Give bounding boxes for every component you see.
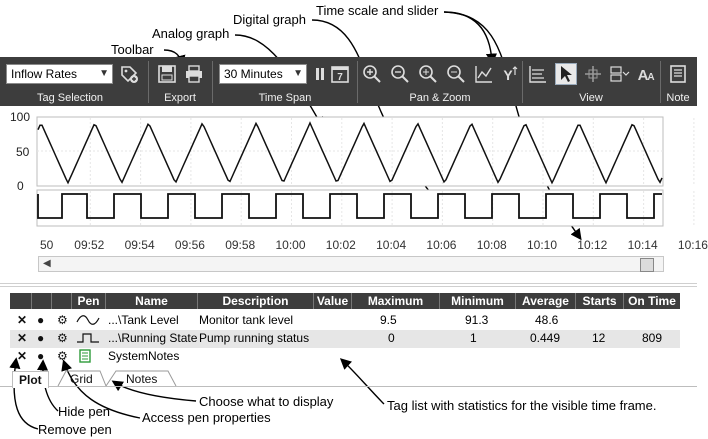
row-maximum: 9.5	[380, 313, 397, 327]
remove-pen-icon[interactable]: ✕	[17, 313, 28, 327]
analog-graph	[37, 117, 694, 186]
tab-notes[interactable]: Notes	[126, 372, 158, 386]
callout-digital-graph: Digital graph	[233, 12, 306, 27]
row-minimum: 91.3	[465, 313, 489, 327]
y-tick-label: 50	[16, 145, 30, 159]
digital-pen-icon	[76, 332, 100, 344]
tab-plot[interactable]: Plot	[12, 371, 49, 388]
export-label: Export	[164, 92, 196, 104]
analog-pen-icon	[76, 314, 100, 326]
time-span-label: Time Span	[258, 92, 312, 104]
chevron-down-icon: ▼	[293, 68, 303, 79]
tab-outlines	[0, 368, 200, 388]
row-name: SystemNotes	[108, 349, 180, 363]
header-average[interactable]: Average	[516, 293, 576, 309]
callout-tag-list: Tag list with statistics for the visible time frame.	[387, 398, 657, 413]
time-span-value: 30 Minutes	[224, 67, 283, 81]
header-props	[52, 293, 72, 309]
slider-thumb[interactable]	[640, 258, 654, 272]
chevron-left-icon[interactable]: ◀	[43, 258, 51, 269]
svg-text:A: A	[647, 72, 655, 83]
header-maximum[interactable]: Maximum	[352, 293, 440, 309]
pan-zoom-label: Pan & Zoom	[409, 92, 471, 104]
x-tick-label: 10:00	[275, 238, 306, 252]
x-tick-label: 10:04	[376, 238, 407, 252]
callout-toolbar: Toolbar	[111, 42, 154, 57]
header-starts[interactable]: Starts	[576, 293, 624, 309]
tag-selection-label: Tag Selection	[36, 92, 104, 104]
callout-remove-pen: Remove pen	[38, 422, 112, 437]
view-label: View	[579, 92, 603, 104]
gear-icon[interactable]: ⚙	[57, 313, 68, 327]
callout-access-pen: Access pen properties	[142, 410, 271, 425]
x-tick-label: 10:08	[476, 238, 507, 252]
header-minimum[interactable]: Minimum	[440, 293, 516, 309]
remove-pen-icon[interactable]: ✕	[17, 331, 28, 345]
row-name: ...\Tank Level	[108, 313, 179, 327]
callout-choose-display: Choose what to display	[199, 394, 334, 409]
row-average: 0.449	[530, 331, 561, 345]
header-value[interactable]: Value	[314, 293, 352, 309]
note-label: Note	[666, 92, 690, 104]
gear-icon[interactable]: ⚙	[57, 331, 68, 345]
x-tick-label: 10:02	[325, 238, 356, 252]
chevron-down-icon: ▼	[99, 68, 109, 79]
tag-selection-value: Inflow Rates	[11, 67, 78, 81]
row-on-time: 809	[642, 331, 663, 345]
row-average: 48.6	[535, 313, 559, 327]
row-minimum: 1	[470, 331, 477, 345]
eye-icon[interactable]: ●	[37, 331, 45, 345]
svg-text:Y: Y	[503, 67, 513, 83]
gear-icon[interactable]: ⚙	[57, 349, 68, 363]
notes-pen-icon	[78, 349, 92, 363]
row-starts: 12	[592, 331, 606, 345]
x-tick-label: 09:54	[124, 238, 155, 252]
x-tick-label: 50	[40, 238, 54, 252]
header-on-time[interactable]: On Time	[624, 293, 680, 309]
x-tick-label: 09:58	[225, 238, 256, 252]
callout-analog-graph: Analog graph	[152, 26, 230, 41]
digital-graph	[37, 190, 694, 226]
eye-icon[interactable]: ●	[37, 349, 45, 363]
row-description: Monitor tank level	[199, 313, 294, 327]
x-tick-label: 10:10	[527, 238, 558, 252]
y-tick-label: 0	[17, 179, 24, 193]
table-row[interactable]	[10, 348, 680, 366]
callout-hide-pen: Hide pen	[58, 404, 111, 419]
table-row[interactable]	[10, 312, 680, 330]
header-description[interactable]: Description	[198, 293, 314, 309]
x-tick-label: 10:14	[627, 238, 658, 252]
row-maximum: 0	[388, 331, 395, 345]
x-tick-label: 09:56	[174, 238, 205, 252]
time-slider[interactable]	[38, 256, 664, 272]
tab-grid[interactable]: Grid	[70, 372, 93, 386]
arrow-tag-list	[342, 360, 384, 404]
splitter[interactable]	[0, 283, 697, 287]
remove-pen-icon[interactable]: ✕	[17, 349, 28, 363]
table-row[interactable]	[10, 330, 680, 348]
x-tick-label: 10:12	[577, 238, 608, 252]
header-name[interactable]: Name	[106, 293, 198, 309]
header-remove	[10, 293, 32, 309]
eye-icon[interactable]: ●	[37, 313, 45, 327]
row-name: ...\Running State	[108, 331, 198, 345]
x-tick-label: 09:52	[74, 238, 105, 252]
x-tick-label: 10:16	[677, 238, 708, 252]
svg-text:A: A	[637, 67, 649, 84]
row-description: Pump running status	[199, 331, 310, 345]
header-pen[interactable]: Pen	[72, 293, 106, 309]
svg-text:7: 7	[337, 72, 343, 83]
header-hide	[32, 293, 52, 309]
callout-time-scale: Time scale and slider	[316, 3, 439, 18]
x-tick-label: 10:06	[426, 238, 457, 252]
y-tick-label: 100	[10, 110, 31, 124]
